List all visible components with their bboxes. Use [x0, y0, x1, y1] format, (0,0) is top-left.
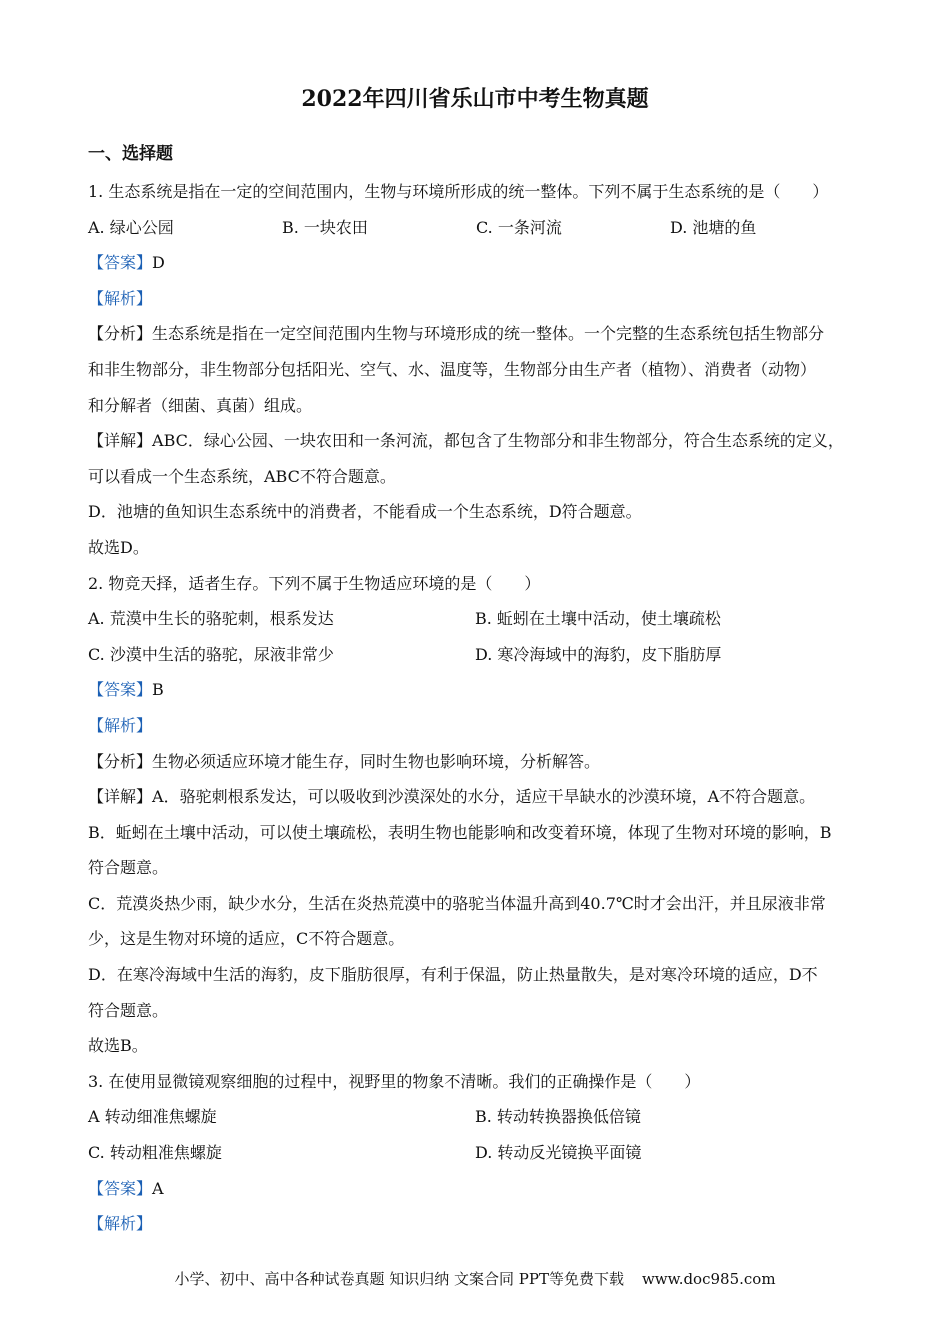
q1-detail-line-1	[88, 423, 878, 459]
answer-tag: 【答案】	[88, 1178, 153, 1198]
q3-explain	[88, 1206, 878, 1242]
q3-options-row-1	[88, 1099, 878, 1135]
q3-answer	[88, 1171, 878, 1207]
analysis-tag: 【分析】	[88, 324, 153, 344]
q2-option-a: A. 荒漠中生长的骆驼刺，根系发达	[88, 609, 334, 629]
q1-analysis-line-2: 和非生物部分，非生物部分包括阳光、空气、水、温度等，生物部分由生产者（植物）、消费者（动物）	[88, 359, 817, 379]
q1-options	[88, 210, 878, 246]
q1-detail-text-1: ABC．绿心公园、一块农田和一条河流，都包含了生物部分和非生物部分，符合生态系统的定义，	[152, 431, 844, 451]
page-title: 2022年四川省乐山市中考生物真题	[301, 86, 649, 112]
q1-answer-value: D	[152, 253, 165, 273]
q1-option-d: D. 池塘的鱼	[670, 217, 757, 237]
q2-option-c: C. 沙漠中生活的骆驼，尿液非常少	[88, 644, 334, 664]
answer-tag: 【答案】	[88, 680, 153, 700]
q3-stem: 3. 在使用显微镜观察细胞的过程中，视野里的物象不清晰。我们的正确操作是（ ）	[88, 1071, 701, 1091]
footer-url: www.doc985.com	[641, 1270, 776, 1288]
q2-answer	[88, 672, 878, 708]
question-list	[88, 174, 878, 1242]
analysis-tag: 【分析】	[88, 751, 153, 771]
q3-option-d: D. 转动反光镜换平面镜	[475, 1143, 642, 1163]
answer-tag: 【答案】	[88, 253, 153, 273]
q2-option-d: D. 寒冷海域中的海豹，皮下脂肪厚	[475, 644, 722, 664]
q2-analysis-text: 生物必须适应环境才能生存，同时生物也影响环境，分析解答。	[152, 751, 601, 771]
q2-stem: 2. 物竞天择，适者生存。下列不属于生物适应环境的是（ ）	[88, 573, 541, 593]
q1-explain	[88, 281, 878, 317]
q1-analysis-line-3: 和分解者（细菌、真菌）组成。	[88, 395, 313, 415]
q2-explain	[88, 708, 878, 744]
q2-detail-line-2: B．蚯蚓在土壤中活动，可以使土壤疏松，表明生物也能影响和改变着环境，体现了生物对环境的影响，B	[88, 822, 832, 842]
q1-option-b: B. 一块农田	[282, 217, 368, 237]
q2-options-row-2	[88, 637, 878, 673]
q1-option-a: A. 绿心公园	[88, 217, 174, 237]
q1-analysis-text-1: 生态系统是指在一定空间范围内生物与环境形成的统一整体。一个完整的生态系统包括生物部分	[152, 324, 825, 344]
q1-detail-line-2: 可以看成一个生态系统，ABC不符合题意。	[88, 466, 396, 486]
q1-detail-line-3: D．池塘的鱼知识生态系统中的消费者，不能看成一个生态系统，D符合题意。	[88, 502, 642, 522]
q3-option-a: A 转动细准焦螺旋	[88, 1107, 217, 1127]
section-heading: 一、选择题	[88, 144, 173, 164]
q2-detail-line-6: D．在寒冷海域中生活的海豹，皮下脂肪很厚，有利于保温，防止热量散失，是对寒冷环境的适应，D不	[88, 965, 818, 985]
q3-answer-value: A	[152, 1178, 164, 1198]
detail-tag: 【详解】	[88, 431, 153, 451]
q1-stem: 1. 生态系统是指在一定的空间范围内，生物与环境所形成的统一整体。下列不属于生态系统的是（ ）	[88, 182, 829, 201]
q2-options-row-1	[88, 601, 878, 637]
explain-tag: 【解析】	[88, 715, 153, 735]
q3-option-c: C. 转动粗准焦螺旋	[88, 1143, 222, 1163]
q1-answer	[88, 245, 878, 281]
q2-detail-line-7: 符合题意。	[88, 1000, 169, 1020]
page-footer	[0, 1269, 950, 1289]
explain-tag: 【解析】	[88, 288, 153, 308]
q1-option-c: C. 一条河流	[476, 217, 562, 237]
q1-detail-line-4: 故选D。	[88, 537, 149, 557]
explain-tag: 【解析】	[88, 1214, 153, 1234]
q2-detail-text-1: A．骆驼刺根系发达，可以吸收到沙漠深处的水分，适应干旱缺水的沙漠环境，A不符合题意。	[152, 787, 816, 807]
q2-detail-line-3: 符合题意。	[88, 858, 169, 878]
q2-detail-line-1	[88, 779, 878, 815]
q2-answer-value: B	[152, 680, 164, 700]
q1-analysis-line-1	[88, 316, 878, 352]
q3-options-row-2	[88, 1135, 878, 1171]
detail-tag: 【详解】	[88, 787, 153, 807]
q2-analysis-line	[88, 744, 878, 780]
q2-detail-line-4: C．荒漠炎热少雨，缺少水分，生活在炎热荒漠中的骆驼当体温升高到40.7℃时才会出汗，并且尿液非常	[88, 893, 826, 913]
q2-detail-line-5: 少，这是生物对环境的适应，C不符合题意。	[88, 929, 405, 949]
q2-option-b: B. 蚯蚓在土壤中活动，使土壤疏松	[475, 609, 721, 629]
q3-option-b: B. 转动转换器换低倍镜	[475, 1107, 641, 1127]
q2-detail-line-8: 故选B。	[88, 1036, 148, 1056]
footer-text: 小学、初中、高中各种试卷真题 知识归纳 文案合同 PPT等免费下载	[174, 1270, 624, 1288]
